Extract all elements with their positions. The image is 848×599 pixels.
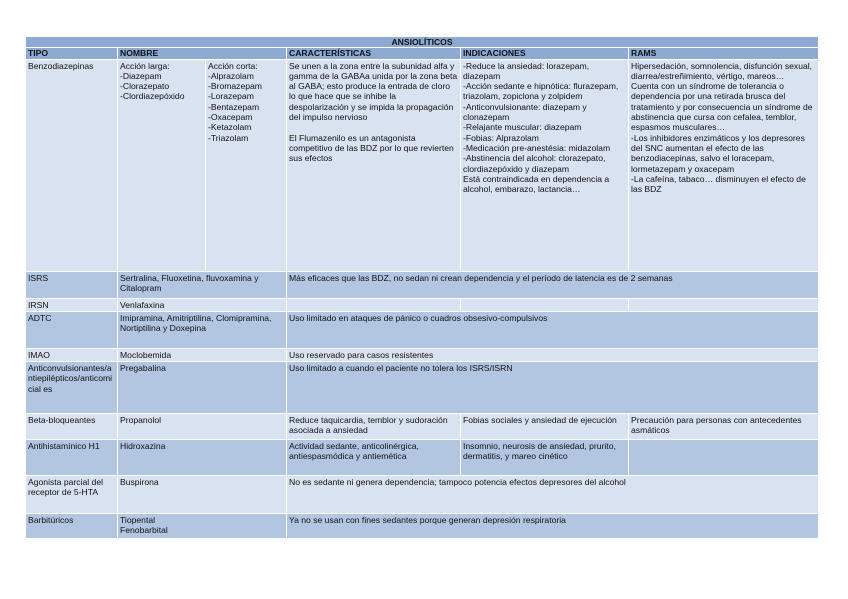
cell-nombre-accion-corta: Acción corta: -Alprazolam -Bromazepam -Lorazepam -Bentazepam -Oxacepam -Ketazolam -Triazolam (206, 59, 287, 271)
header-tipo: TIPO (26, 48, 118, 59)
row-adtc (26, 311, 819, 348)
cell-indicaciones: Fobias sociales y ansiedad de ejecución (461, 414, 629, 440)
ansioliticos-table (25, 36, 819, 539)
header-rams: RAMS (629, 48, 819, 59)
cell-descripcion: Uso reservado para casos resistentes (287, 348, 819, 361)
cell-descripcion: Uso limitado a cuando el paciente no tolera los ISRS/ISRN (287, 362, 819, 414)
cell-nombre-accion-larga: Acción larga: -Diazepam -Clorazepato -Clordiazepóxido (118, 59, 206, 271)
cell-indicaciones: -Reduce la ansiedad: lorazepam, diazepam -Acción sedante e hipnótica: flurazepam, triazolam, zopiclona y zolpidem -Anticonvulsionante: diazepam y clonazepam -Relajante muscular: diazepam -Fobias: Alprazolam -Medicación pre-anestésia: midazolam -Abstinencia del alcohol: clorazepato, clordiazepóxido y diazepam Está contraindicada en dependencia a alcohol, embarazo, lactancia… (461, 59, 629, 271)
cell-tipo: Antihistamínico H1 (26, 440, 118, 476)
cell-rams: Hipersedación, somnolencia, disfunción sexual, diarrea/estreñimiento, vértigo, mareos… Cuenta con un síndrome de tolerancia o dependencia por una retirada brusca del tratamiento y por consecuencia un síndrome de abstinencia que cursa con cefalea, temblor, espasmos musculares… -Los inhibidores enzimáticos y los depresores del SNC aumentan el efecto de las benzodiacepinas, salvo el loracepam, lormetazepam y oxacepam -La cafeína, tabaco… disminuyen el efecto de las BDZ (629, 59, 819, 271)
cell-tipo: Beta-bloqueantes (26, 414, 118, 440)
cell-tipo: ISRS (26, 271, 118, 298)
cell-tipo: ADTC (26, 311, 118, 348)
cell-indicaciones: Insomnio, neurosis de ansiedad, prurito, dermatitis, y mareo cinético (461, 440, 629, 476)
row-benzodiazepinas (26, 59, 819, 271)
cell-nombre: Propanolol (118, 414, 287, 440)
cell-nombre: Tiopental Fenobarbital (118, 514, 287, 539)
cell-caracteristicas: Actividad sedante, anticolinérgica, antiespasmódica y antiemética (287, 440, 461, 476)
cell-tipo: Barbitúricos (26, 514, 118, 539)
header-nombre: NOMBRE (118, 48, 287, 59)
cell-nombre: Moclobemida (118, 348, 287, 361)
cell-tipo: IRSN (26, 298, 118, 311)
cell-caracteristicas: Reduce taquicardia, temblor y sudoración asociada a ansiedad (287, 414, 461, 440)
header-indicaciones: INDICACIONES (461, 48, 629, 59)
cell-rams: Precaución para personas con antecedentes asmáticos (629, 414, 819, 440)
row-isrs (26, 271, 819, 298)
cell-nombre: Pregabalina (118, 362, 287, 414)
row-barbituricos (26, 514, 819, 539)
cell-nombre: Sertralina, Fluoxetina, fluvoxamina y Citalopram (118, 271, 287, 298)
cell-nombre: Buspirona (118, 476, 287, 514)
row-beta-bloqueantes (26, 414, 819, 440)
cell-nombre: Venlafaxina (118, 298, 287, 311)
row-anticonvulsionantes (26, 362, 819, 414)
cell-empty (629, 440, 819, 476)
cell-tipo: IMAO (26, 348, 118, 361)
table-title: ANSIOLÍTICOS (26, 37, 819, 48)
cell-empty (461, 298, 629, 311)
row-imao (26, 348, 819, 361)
cell-descripcion: Ya no se usan con fines sedantes porque generan depresión respiratoria (287, 514, 819, 539)
cell-tipo: Benzodiazepinas (26, 59, 118, 271)
row-antihistaminico (26, 440, 819, 476)
cell-nombre: Imipramina, Amitriptilina, Clomipramina, Nortiptilina y Doxepina (118, 311, 287, 348)
row-buspirona (26, 476, 819, 514)
cell-descripcion: No es sedante ni genera dependencia; tampoco potencia efectos depresores del alcohol (287, 476, 819, 514)
row-irsn (26, 298, 819, 311)
cell-nombre: Hidroxazina (118, 440, 287, 476)
header-caracteristicas: CARACTERÍSTICAS (287, 48, 461, 59)
cell-empty (629, 298, 819, 311)
cell-tipo: Agonista parcial del receptor de 5-HTA (26, 476, 118, 514)
cell-tipo: Anticonvulsionantes/antiepilépticos/anticomicial es (26, 362, 118, 414)
cell-descripcion: Uso limitado en ataques de pánico o cuadros obsesivo-compulsivos (287, 311, 819, 348)
cell-caracteristicas: Se unen a la zona entre la subunidad alfa y gamma de la GABAa unida por la zona beta al GABA; esto produce la entrada de cloro lo que hace que se inhibe la despolarización y se impida la propagación del impulso nervioso El Flumazenilo es un antagonista competitivo de las BDZ por lo que revierten sus efectos (287, 59, 461, 271)
cell-empty (287, 298, 461, 311)
cell-descripcion: Más eficaces que las BDZ, no sedan ni crean dependencia y el período de latencia es de 2 semanas (287, 271, 819, 298)
